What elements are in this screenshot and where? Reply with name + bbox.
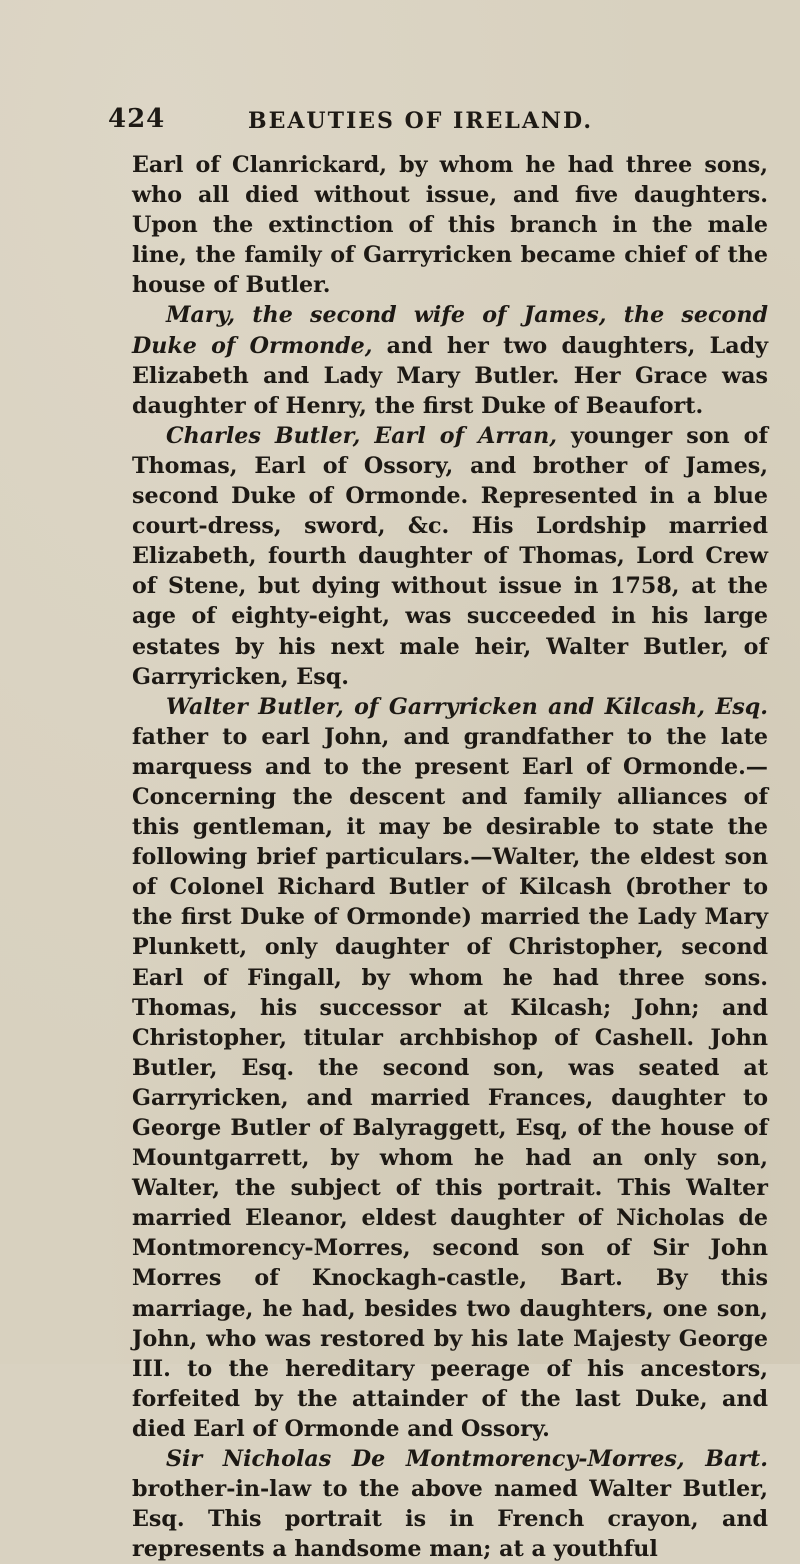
text-segment: Earl of Clanrickard, by whom he had three sons, who all died without issue, and five daughters. Upon the extinction of this branch in the male line, the family of Garryricken became chief of the house of Butler.	[132, 152, 768, 299]
text-segment: younger son of Thomas, Earl of Ossory, and brother of James, second Duke of Ormonde. Represented in a blue court-dress, sword, &c. His Lordship married Elizabeth, fourth daughter of Thomas, Lord Crew of Stene, but dying without issue in 1758, at the age of eighty-eight, was succeeded in his large estates by his next male heir, Walter Butler, of Garryricken, Esq.	[132, 422, 768, 690]
running-title: BEAUTIES OF IRELAND.	[248, 108, 593, 134]
running-head	[108, 104, 768, 144]
paragraph-walter-butler	[132, 692, 768, 1444]
paragraph-sir-nicholas	[132, 1444, 768, 1564]
text-segment: and her two daughters, Lady Elizabeth and Lady Mary Butler. Her Grace was daughter of Henry, the first Duke of Beaufort.	[132, 332, 768, 419]
entry-heading: Sir Nicholas De Montmorency-Morres, Bart.	[166, 1446, 768, 1473]
entry-heading: Walter Butler, of Garryricken and Kilcash, Esq.	[166, 693, 768, 720]
paragraph-clanrickard	[132, 150, 768, 300]
body-text	[132, 150, 768, 1564]
text-segment: brother-in-law to the above named Walter Butler, Esq. This portrait is in French crayon, and represents a handsome man; at a youthful	[132, 1476, 768, 1563]
entry-heading: Mary, the second wife of James, the second Duke of Ormonde,	[132, 302, 768, 359]
page-number: 424	[108, 104, 166, 134]
entry-heading: Charles Butler, Earl of Arran,	[166, 422, 557, 449]
paragraph-charles-butler	[132, 421, 768, 692]
paragraph-mary	[132, 300, 768, 420]
text-segment: father to earl John, and grandfather to the late marquess and to the present Earl of Ormonde.—Concerning the descent and family alliances of this gentleman, it may be desirable to state the following brief particulars.—Walter, the eldest son of Colonel Richard Butler of Kilcash (brother to the first Duke of Ormonde) married the Lady Mary Plunkett, only daughter of Christopher, second Earl of Fingall, by whom he had three sons. Thomas, his successor at Kilcash; John; and Christopher, titular archbishop of Cashell. John Butler, Esq. the second son, was seated at Garryricken, and married Frances, daughter to George Butler of Balyraggett, Esq, of the house of Mountgarrett, by whom he had an only son, Walter, the subject of this portrait. This Walter married Eleanor, eldest daughter of Nicholas de Montmorency-Morres, second son of Sir John Morres of Knockagh-castle, Bart. By this marriage, he had, besides two daughters, one son, John, who was restored by his late Majesty George III. to the hereditary peerage of his ancestors, forfeited by the attainder of the last Duke, and died Earl of Ormonde and Ossory.	[132, 723, 768, 1442]
